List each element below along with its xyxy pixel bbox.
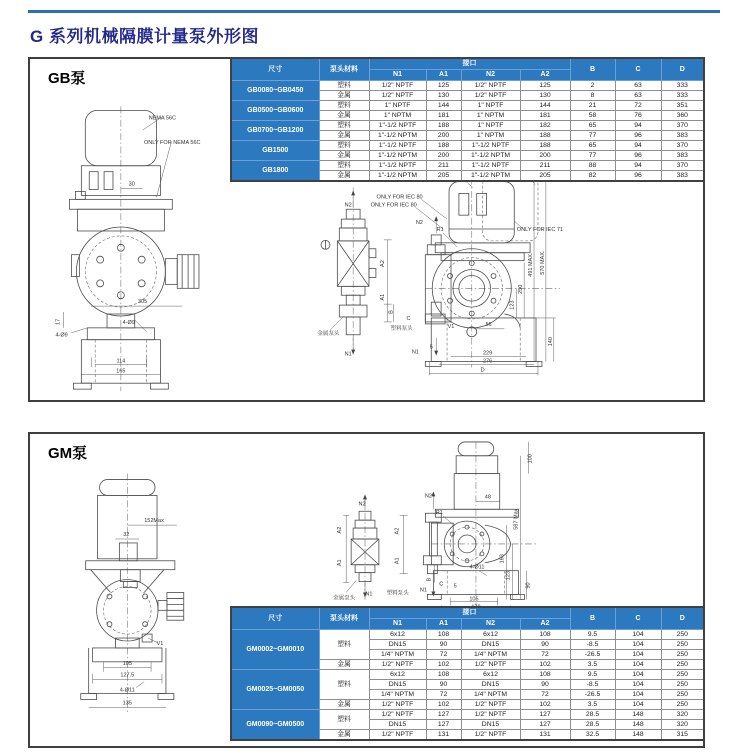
material-cell: 金属 xyxy=(319,91,369,101)
value-cell: 1" NPTF xyxy=(369,101,426,111)
value-cell: 188 xyxy=(426,141,461,151)
value-cell: 250 xyxy=(661,700,704,710)
dim-label: C xyxy=(439,581,444,588)
dim-label: A2 xyxy=(379,260,386,267)
dim-label: 570 MAX. xyxy=(539,250,546,275)
value-cell: 125 xyxy=(520,81,570,91)
header-b: B xyxy=(570,58,615,81)
value-cell: 182 xyxy=(520,121,570,131)
header-interface: 接口 xyxy=(369,58,570,70)
gb-side-view xyxy=(69,110,198,389)
value-cell: DN15 xyxy=(461,640,520,650)
size-cell: GB0080~GB0450 xyxy=(231,81,319,101)
value-cell: -26.5 xyxy=(570,650,615,660)
dim-label: 163 xyxy=(499,554,506,564)
dim-label: ONLY FOR IEC 80 xyxy=(370,202,417,209)
value-cell: -8.5 xyxy=(570,640,615,650)
value-cell: 9.5 xyxy=(570,630,615,640)
value-cell: 63 xyxy=(615,91,661,101)
value-cell: 1/2" NPTF xyxy=(369,710,426,720)
value-cell: 32.5 xyxy=(570,730,615,741)
header-a1: A1 xyxy=(426,70,461,81)
material-cell: 塑料 xyxy=(319,670,369,700)
header-a2: A2 xyxy=(520,70,570,81)
value-cell: 77 xyxy=(570,151,615,161)
value-cell: 1/2" NPTF xyxy=(461,81,520,91)
value-cell: 211 xyxy=(520,161,570,171)
dim-label: 32 xyxy=(123,532,130,539)
gb-side-dim-lines xyxy=(64,117,183,377)
value-cell: 108 xyxy=(520,630,570,640)
value-cell: 3.5 xyxy=(570,700,615,710)
value-cell: 383 xyxy=(661,151,704,161)
dim-label: 587 Max xyxy=(513,508,520,530)
value-cell: 90 xyxy=(426,640,461,650)
value-cell: 104 xyxy=(615,660,661,670)
header-n2: N2 xyxy=(461,70,520,81)
value-cell: -8.5 xyxy=(570,680,615,690)
value-cell: 108 xyxy=(426,630,461,640)
table-row xyxy=(231,141,704,151)
value-cell: 200 xyxy=(426,131,461,141)
material-cell: 塑料 xyxy=(319,630,369,660)
value-cell: 1"-1/2 NPTF xyxy=(369,141,426,151)
value-cell: 1/2" NPTF xyxy=(369,660,426,670)
value-cell: 104 xyxy=(615,690,661,700)
value-cell: 2 xyxy=(570,81,615,91)
value-cell: 6x12 xyxy=(369,630,426,640)
dim-label: 塑料泵头 xyxy=(386,590,409,597)
dim-label: 4-Ø11 xyxy=(119,687,135,694)
value-cell: 370 xyxy=(661,161,704,171)
material-cell: 金属 xyxy=(319,700,369,710)
header-c: C xyxy=(615,58,661,81)
dim-label: 105 xyxy=(122,660,132,667)
dim-label: A2 xyxy=(394,527,401,535)
dim-label: 229 xyxy=(482,350,493,357)
size-cell: GM0002~GM0010 xyxy=(231,630,319,670)
value-cell: 1"-1/2 NPTF xyxy=(461,161,520,171)
value-cell: 127 xyxy=(520,720,570,730)
value-cell: 1/2" NPTF xyxy=(369,730,426,741)
dim-label: B xyxy=(426,577,433,582)
value-cell: DN15 xyxy=(461,720,520,730)
dim-label: 276 xyxy=(482,358,493,365)
value-cell: 320 xyxy=(661,720,704,730)
dim-label: 金属泵头 xyxy=(333,595,356,602)
header-size: 尺寸 xyxy=(231,58,319,81)
value-cell: 130 xyxy=(520,91,570,101)
value-cell: 6x12 xyxy=(369,670,426,680)
material-cell: 金属 xyxy=(319,660,369,670)
header-b: B xyxy=(570,607,615,630)
header-material: 泵头材料 xyxy=(319,58,369,81)
dim-label: 135 xyxy=(122,700,132,707)
material-cell: 塑料 xyxy=(319,101,369,111)
gb-table-body xyxy=(231,81,704,182)
value-cell: 1" NPTF xyxy=(461,121,520,131)
gb-panel xyxy=(28,57,705,402)
gm-side-dim-lines xyxy=(89,525,177,707)
value-cell: 148 xyxy=(615,720,661,730)
value-cell: 8 xyxy=(570,91,615,101)
value-cell: 188 xyxy=(426,121,461,131)
top-rule xyxy=(28,10,720,13)
size-cell: GB0500~GB0600 xyxy=(231,101,319,121)
dim-label: N1 xyxy=(344,351,352,358)
material-cell: 塑料 xyxy=(319,141,369,151)
value-cell: 130 xyxy=(426,91,461,101)
dim-label: 塑料泵头 xyxy=(390,325,413,332)
value-cell: 1/4" NPTM xyxy=(461,650,520,660)
value-cell: 65 xyxy=(570,141,615,151)
value-cell: 125 xyxy=(426,81,461,91)
dim-label: N2 xyxy=(424,493,432,500)
value-cell: 63 xyxy=(615,81,661,91)
dim-label: 17 xyxy=(55,318,62,325)
dim-label: B xyxy=(388,310,395,314)
header-n1: N1 xyxy=(369,619,426,630)
value-cell: 96 xyxy=(615,171,661,182)
value-cell: 127 xyxy=(426,710,461,720)
value-cell: 360 xyxy=(661,111,704,121)
value-cell: 102 xyxy=(426,700,461,710)
dim-label: N2 xyxy=(415,220,423,227)
value-cell: 1/2" NPTF xyxy=(461,660,520,670)
value-cell: 1"-1/2 NPTF xyxy=(369,121,426,131)
material-cell: 塑料 xyxy=(319,161,369,171)
value-cell: 77 xyxy=(570,131,615,141)
value-cell: 1"-1/2 NPTM xyxy=(369,171,426,182)
value-cell: 1" NPTM xyxy=(461,131,520,141)
dim-label: 123 xyxy=(509,300,516,310)
gb-panel-label: GB泵 xyxy=(48,70,86,87)
dim-label: D xyxy=(480,367,485,374)
value-cell: 250 xyxy=(661,650,704,660)
header-size: 尺寸 xyxy=(231,607,319,630)
header-d: D xyxy=(661,607,704,630)
value-cell: 1"-1/2 NPTM xyxy=(369,131,426,141)
value-cell: 1"-1/2 NPTM xyxy=(461,171,520,182)
value-cell: 250 xyxy=(661,640,704,650)
header-c: C xyxy=(615,607,661,630)
value-cell: 320 xyxy=(661,710,704,720)
dim-label: 123 xyxy=(505,571,512,581)
gm-panel-label: GM泵 xyxy=(48,445,88,462)
value-cell: 127 xyxy=(520,710,570,720)
dim-label: 90 xyxy=(525,582,532,589)
value-cell: 370 xyxy=(661,121,704,131)
value-cell: 250 xyxy=(661,630,704,640)
value-cell: 82 xyxy=(570,171,615,182)
dim-label: 4-Ø9 xyxy=(55,332,68,339)
header-a2: A2 xyxy=(520,619,570,630)
dim-label: 491 MAX. xyxy=(528,252,535,277)
size-cell: GB0700~GB1200 xyxy=(231,121,319,141)
value-cell: 108 xyxy=(426,670,461,680)
table-row xyxy=(231,161,704,171)
value-cell: 21 xyxy=(570,101,615,111)
header-interface: 接口 xyxy=(369,607,570,619)
page-title: G 系列机械隔膜计量泵外形图 xyxy=(30,27,259,46)
table-row xyxy=(231,710,704,720)
table-row xyxy=(231,81,704,91)
value-cell: 181 xyxy=(520,111,570,121)
dim-label: 114 xyxy=(116,358,126,365)
value-cell: 250 xyxy=(661,670,704,680)
dim-label: N2 xyxy=(358,501,366,508)
value-cell: 104 xyxy=(615,670,661,680)
value-cell: 104 xyxy=(615,650,661,660)
dim-label: ONLY FOR NEMA 56C xyxy=(144,140,201,147)
value-cell: 1/2" NPTF xyxy=(461,710,520,720)
value-cell: 1"-1/2 NPTF xyxy=(369,161,426,171)
dim-label: 250 xyxy=(518,284,525,294)
value-cell: 205 xyxy=(520,171,570,182)
value-cell: 1"-1/2 NPTM xyxy=(461,151,520,161)
value-cell: 148 xyxy=(615,730,661,741)
value-cell: 315 xyxy=(661,730,704,741)
gm-side-view xyxy=(81,480,184,700)
value-cell: 28.5 xyxy=(570,710,615,720)
value-cell: 1/2" NPTF xyxy=(369,81,426,91)
value-cell: 131 xyxy=(426,730,461,741)
value-cell: 90 xyxy=(520,680,570,690)
material-cell: 金属 xyxy=(319,131,369,141)
value-cell: 58 xyxy=(570,111,615,121)
size-cell: GM0090~GM0500 xyxy=(231,710,319,741)
value-cell: 131 xyxy=(520,730,570,741)
dim-label: N1 xyxy=(365,591,373,598)
dim-label: N2 xyxy=(344,202,352,209)
material-cell: 金属 xyxy=(319,730,369,741)
value-cell: 9.5 xyxy=(570,670,615,680)
value-cell: 90 xyxy=(520,640,570,650)
value-cell: 72 xyxy=(520,650,570,660)
gb-spec-table xyxy=(230,57,705,182)
dim-label: C xyxy=(406,315,411,322)
value-cell: 94 xyxy=(615,141,661,151)
value-cell: 200 xyxy=(520,151,570,161)
value-cell: 200 xyxy=(426,151,461,161)
dim-label: 152Max xyxy=(144,518,164,525)
value-cell: 144 xyxy=(520,101,570,111)
value-cell: 1/4" NPTM xyxy=(369,690,426,700)
value-cell: 1"-1/2 NPTF xyxy=(461,141,520,151)
value-cell: 3.5 xyxy=(570,660,615,670)
dim-label: V1 xyxy=(447,323,455,330)
value-cell: DN15 xyxy=(461,680,520,690)
value-cell: 102 xyxy=(520,700,570,710)
gm-valve-dim-lines xyxy=(343,494,367,597)
value-cell: 351 xyxy=(661,101,704,111)
value-cell: 333 xyxy=(661,91,704,101)
dim-label: 4-Ø9 xyxy=(122,319,135,326)
value-cell: 65 xyxy=(570,121,615,131)
dim-label: ONLY FOR IEC 80 xyxy=(376,194,423,201)
value-cell: 94 xyxy=(615,121,661,131)
value-cell: 250 xyxy=(661,680,704,690)
value-cell: 72 xyxy=(615,101,661,111)
value-cell: 250 xyxy=(661,690,704,700)
dim-label: A1 xyxy=(379,293,386,301)
value-cell: DN15 xyxy=(369,640,426,650)
header-n2: N2 xyxy=(461,619,520,630)
value-cell: 383 xyxy=(661,171,704,182)
dim-label: A1 xyxy=(394,557,401,565)
material-cell: 塑料 xyxy=(319,710,369,730)
value-cell: DN15 xyxy=(369,720,426,730)
value-cell: 6x12 xyxy=(461,630,520,640)
value-cell: 28.5 xyxy=(570,720,615,730)
value-cell: 211 xyxy=(426,161,461,171)
value-cell: 104 xyxy=(615,700,661,710)
value-cell: 94 xyxy=(615,161,661,171)
value-cell: DN15 xyxy=(369,680,426,690)
value-cell: 102 xyxy=(426,660,461,670)
dim-label: 5 xyxy=(429,344,433,351)
value-cell: 1/4" NPTM xyxy=(369,650,426,660)
dim-label: 105 xyxy=(469,596,479,603)
value-cell: 1/2" NPTF xyxy=(369,700,426,710)
gb-valve-assembly xyxy=(321,209,376,335)
value-cell: 104 xyxy=(615,640,661,650)
material-cell: 金属 xyxy=(319,151,369,161)
value-cell: 72 xyxy=(520,690,570,700)
value-cell: 205 xyxy=(426,171,461,182)
value-cell: 127 xyxy=(426,720,461,730)
value-cell: 1" NPTM xyxy=(369,111,426,121)
table-row xyxy=(231,670,704,680)
table-row xyxy=(231,121,704,131)
value-cell: 102 xyxy=(520,660,570,670)
dim-label: R1 xyxy=(436,226,444,233)
gb-table-header xyxy=(231,58,704,81)
dim-label: 48 xyxy=(484,494,491,501)
value-cell: 188 xyxy=(520,131,570,141)
value-cell: 1"-1/2 NPTM xyxy=(369,151,426,161)
dim-label: 140 xyxy=(547,337,554,347)
dim-label: N1 xyxy=(419,587,427,594)
gm-spec-table xyxy=(230,606,705,741)
value-cell: 1/2" NPTF xyxy=(461,700,520,710)
value-cell: 6x12 xyxy=(461,670,520,680)
header-material: 泵头材料 xyxy=(319,607,369,630)
dim-label: 30 xyxy=(128,181,135,188)
header-n1: N1 xyxy=(369,70,426,81)
value-cell: -26.5 xyxy=(570,690,615,700)
value-cell: 1/2" NPTF xyxy=(369,91,426,101)
value-cell: 108 xyxy=(520,670,570,680)
value-cell: 104 xyxy=(615,680,661,690)
size-cell: GB1500 xyxy=(231,141,319,161)
dim-label: N1 xyxy=(411,349,419,356)
value-cell: 148 xyxy=(615,710,661,720)
size-cell: GM0025~GM0050 xyxy=(231,670,319,710)
value-cell: 76 xyxy=(615,111,661,121)
dim-label: 100 xyxy=(527,454,534,464)
gb-front-view xyxy=(425,176,542,367)
dim-label: 5 xyxy=(453,583,457,590)
dim-label: A2 xyxy=(337,526,344,534)
value-cell: 1/4" NPTM xyxy=(461,690,520,700)
value-cell: 72 xyxy=(426,690,461,700)
value-cell: 1" NPTM xyxy=(461,111,520,121)
value-cell: 383 xyxy=(661,131,704,141)
material-cell: 金属 xyxy=(319,171,369,182)
material-cell: 塑料 xyxy=(319,121,369,131)
value-cell: 250 xyxy=(661,660,704,670)
table-row xyxy=(231,101,704,111)
value-cell: 90 xyxy=(426,680,461,690)
value-cell: 370 xyxy=(661,141,704,151)
value-cell: 104 xyxy=(615,630,661,640)
gm-table-body xyxy=(231,630,704,741)
header-d: D xyxy=(661,58,704,81)
table-row xyxy=(231,630,704,640)
value-cell: 72 xyxy=(426,650,461,660)
dim-label: 4-Ø11 xyxy=(469,564,485,571)
size-cell: GB1800 xyxy=(231,161,319,182)
dim-label: 127.5 xyxy=(120,672,135,679)
value-cell: 188 xyxy=(520,141,570,151)
dim-label: A1 xyxy=(337,559,344,567)
value-cell: 181 xyxy=(426,111,461,121)
dim-label: NEMA 56C xyxy=(148,115,177,122)
gm-table-header xyxy=(231,607,704,630)
value-cell: 88 xyxy=(570,161,615,171)
value-cell: 1/2" NPTF xyxy=(461,91,520,101)
dim-label: V1 xyxy=(156,640,164,647)
value-cell: 96 xyxy=(615,131,661,141)
value-cell: 1" NPTF xyxy=(461,101,520,111)
value-cell: 96 xyxy=(615,151,661,161)
dim-label: 金属泵头 xyxy=(317,330,340,337)
dim-label: ONLY FOR IEC 71 xyxy=(516,226,564,233)
gm-panel xyxy=(28,432,705,748)
material-cell: 塑料 xyxy=(319,81,369,91)
value-cell: 333 xyxy=(661,81,704,91)
dim-label: 56 xyxy=(485,321,492,328)
dim-label: 165 xyxy=(116,368,126,375)
value-cell: 1/2" NPTF xyxy=(461,730,520,741)
header-a1: A1 xyxy=(426,619,461,630)
value-cell: 144 xyxy=(426,101,461,111)
material-cell: 金属 xyxy=(319,111,369,121)
dim-label: 305 xyxy=(138,299,148,306)
dim-label: R1 xyxy=(435,510,443,517)
